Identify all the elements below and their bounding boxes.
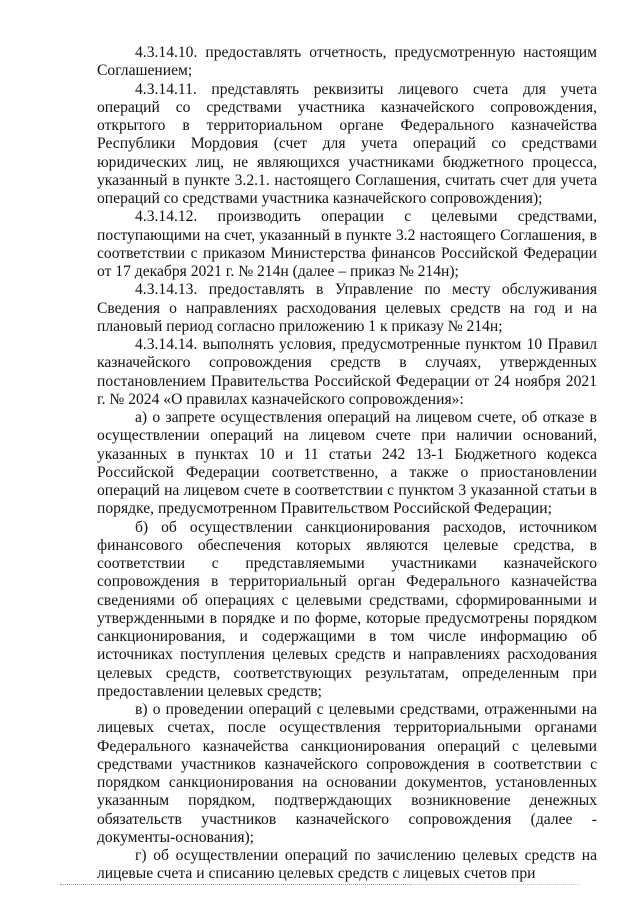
paragraph-4-3-14-12: 4.3.14.12. производить операции с целевыми средствами, поступающими на счет, указанный в пункте 3.2 настоящего Соглашения, в соответствии с приказом Министерства финансов Российской Федерации от 17 декабря 2021 г. № 214н (далее – приказ № 214н); <box>97 208 597 280</box>
bottom-scan-rule <box>60 884 410 885</box>
paragraph-4-3-14-13: 4.3.14.13. предоставлять в Управление по месту обслуживания Сведения о направлениях расходования целевых средств на год и на плановый период согласно приложению 1 к приказу № 214н; <box>97 281 597 335</box>
paragraph-item-g: г) об осуществлении операций по зачислению целевых средств на лицевые счета и списанию целевых средств с лицевых счетов при <box>97 847 597 883</box>
paragraph-4-3-14-14: 4.3.14.14. выполнять условия, предусмотренные пунктом 10 Правил казначейского сопровождения средств в случаях, утвержденных постановлением Правительства Российской Федерации от 24 ноября 2021 г. № 2024 «О правилах казначейского сопровождения»: <box>97 336 597 408</box>
paragraph-4-3-14-11: 4.3.14.11. представлять реквизиты лицевого счета для учета операций со средствами участника казначейского сопровождения, открытого в территориальном органе Федерального казначейства Республики Мордовия (счет для учета операций со средствами юридических лиц, не являющихся участниками бюджетного процесса, указанный в пункте 3.2.1. настоящего Соглашения, считать счет для учета операций со средствами участника казначейского сопровождения); <box>97 80 597 207</box>
document-body <box>97 44 597 884</box>
paragraph-4-3-14-10: 4.3.14.10. предоставлять отчетность, предусмотренную настоящим Соглашением; <box>97 44 597 80</box>
bottom-scan-rule-faint <box>410 884 580 885</box>
paragraph-item-a: а) о запрете осуществления операций на лицевом счете, об отказе в осуществлении операций на лицевом счете при наличии оснований, указанных в пунктах 10 и 11 статьи 242 13-1 Бюджетного кодекса Российской Федерации соответственно, а также о приостановлении операций на лицевом счете в соответствии с пунктом 3 указанной статьи в порядке, предусмотренном Правительством Российской Федерации; <box>97 409 597 518</box>
paragraph-item-b: б) об осуществлении санкционирования расходов, источником финансового обеспечения которых являются целевые средства, в соответствии с представляемыми участниками казначейского сопровождения в территориальный орган Федерального казначейства сведениями об операциях с целевыми средствами, сформированными и утвержденными в порядке и по форме, которые предусмотрены порядком санкционирования, и содержащими в том числе информацию об источниках поступления целевых средств и направлениях расходования целевых средств, соответствующих результатам, определенным при предоставлении целевых средств; <box>97 518 597 700</box>
paragraph-item-v: в) о проведении операций с целевыми средствами, отраженными на лицевых счетах, после осуществления территориальными органами Федерального казначейства санкционирования операций с целевыми средствами участников казначейского сопровождения в соответствии с порядком санкционирования на основании документов, установленных указанным порядком, подтверждающих возникновение денежных обязательств участников казначейского сопровождения (далее - документы-основания); <box>97 701 597 846</box>
